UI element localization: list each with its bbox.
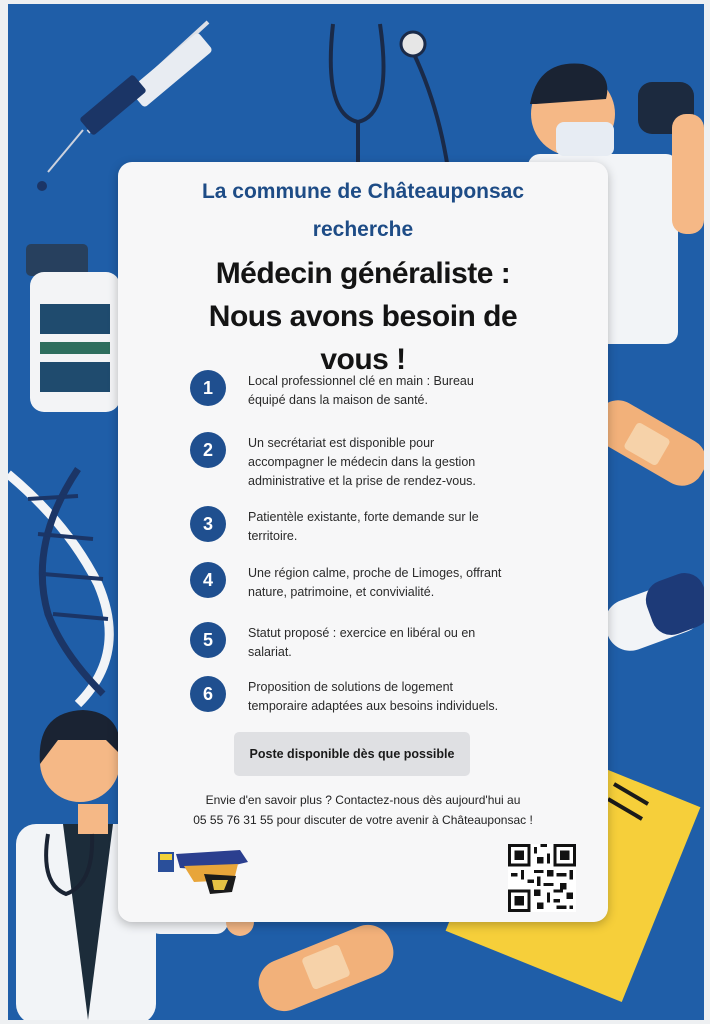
commune-logo [154, 840, 254, 900]
benefit-item-3 [190, 506, 590, 566]
benefit-text: Une région calme, proche de Limoges, offrant nature, patrimoine, et convivialité. [248, 566, 502, 599]
poster [8, 4, 704, 1020]
title-line-1: Médecin généraliste : [215, 257, 511, 290]
benefit-item-1 [190, 370, 590, 430]
number-badge: 1 [190, 370, 226, 406]
page-title [138, 252, 588, 381]
benefit-item-2 [190, 432, 590, 492]
number-badge: 6 [190, 676, 226, 712]
benefit-text: Un secrétariat est disponible pour accompagner le médecin dans la gestion administrative et la prise de rendez-vous. [248, 436, 476, 488]
contact-text [128, 790, 598, 830]
qr-code-icon[interactable] [508, 844, 576, 912]
benefit-text: Statut proposé : exercice en libéral ou en salariat. [248, 626, 476, 659]
availability-banner: Poste disponible dès que possible [234, 732, 470, 776]
benefit-item-5 [190, 622, 590, 682]
title-line-3: vous ! [320, 343, 406, 376]
title-line-2: Nous avons besoin de [208, 300, 518, 333]
contact-line-2: 05 55 76 31 55 pour discuter de votre avenir à Châteauponsac ! [193, 813, 533, 827]
info-card [118, 162, 608, 922]
number-badge: 2 [190, 432, 226, 468]
benefit-item-6 [190, 676, 590, 736]
benefit-item-4 [190, 562, 590, 622]
number-badge: 3 [190, 506, 226, 542]
bandage-icon-bottom [251, 918, 400, 1019]
benefit-text: Local professionnel clé en main : Bureau équipé dans la maison de santé. [248, 374, 474, 407]
benefit-text: Proposition de solutions de logement temporaire adaptées aux besoins individuels. [248, 680, 499, 713]
contact-line-1: Envie d'en savoir plus ? Contactez-nous dès aujourd'hui au [205, 793, 521, 807]
subtitle-line-1: La commune de Châteauponsac [201, 180, 525, 203]
subtitle-line-2: recherche [312, 218, 414, 241]
capsule-illustration [598, 567, 704, 657]
dna-icon [8, 469, 109, 704]
number-badge: 5 [190, 622, 226, 658]
number-badge: 4 [190, 562, 226, 598]
medicine-bottle-icon [26, 244, 120, 412]
benefit-text: Patientèle existante, forte demande sur le territoire. [248, 510, 479, 543]
stethoscope-icon [331, 24, 448, 174]
